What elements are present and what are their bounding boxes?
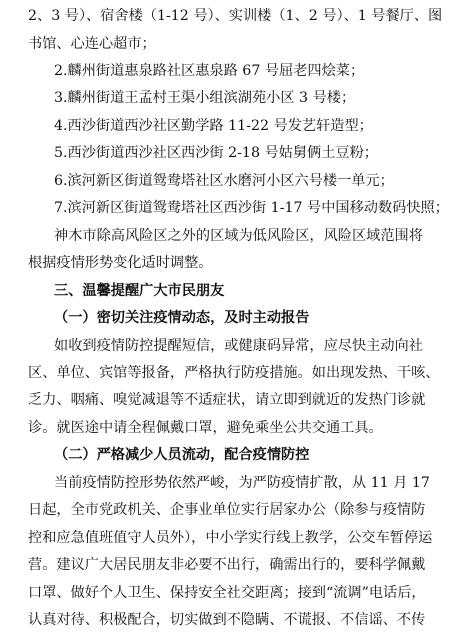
paragraph-2-line-5: 口罩、做好个人卫生、保持安全社交距离；接到“流调”电话后， <box>28 584 426 601</box>
text-line-2: 书馆、心连心超市； <box>28 35 156 52</box>
paragraph-1-line-3: 乏力、咽痛、嗅觉减退等不适症状，请立即到就近的发热门诊就 <box>28 392 426 409</box>
list-item-5: 5.西沙街道西沙社区西沙街 2-18 号姑舅俩土豆粉； <box>54 145 378 162</box>
paragraph-risk-line-2: 根据疫情形势变化适时调整。 <box>28 255 213 272</box>
paragraph-2-line-1: 当前疫情防控形势依然严峻，为严防疫情扩散，从 11 月 17 <box>54 474 430 491</box>
list-item-4: 4.西沙街道西沙社区勤学路 11-22 号发艺轩造型； <box>54 117 373 134</box>
list-item-2: 2.麟州街道惠泉路社区惠泉路 67 号屈老四烩菜； <box>54 62 365 79</box>
paragraph-2-line-4: 营。建议广大居民朋友非必要不出行，确需出行的，要科学佩戴 <box>28 557 426 574</box>
paragraph-1-line-2: 区、单位、宾馆等报备，严格执行防疫措施。如出现发热、干咳、 <box>28 364 440 381</box>
paragraph-1-line-4: 诊。就医途中请全程佩戴口罩，避免乘坐公共交通工具。 <box>28 419 383 436</box>
paragraph-1-line-1: 如收到疫情防控提醒短信，或健康码异常，应尽快主动向社 <box>54 337 423 354</box>
paragraph-2-line-2: 日起，全市党政机关、企事业单位实行居家办公（除参与疫情防 <box>28 502 426 519</box>
text-line-1: 2、3 号）、宿舍楼（1-12 号）、实训楼（1、2 号）、1 号餐厅、图 <box>28 8 443 24</box>
paragraph-2-line-3: 控和应急值班值守人员外），中小学实行线上教学，公交车暂停运 <box>28 529 433 546</box>
paragraph-2-line-6: 认真对待、积极配合，切实做到不隐瞒、不谎报、不信谣、不传 <box>28 612 426 628</box>
list-item-3: 3.麟州街道王孟村王渠小组滨湖苑小区 3 号楼； <box>54 90 356 107</box>
subsection-heading-2: （二）严格减少人员流动，配合疫情防控 <box>54 447 310 464</box>
paragraph-risk-line-1: 神木市除高风险区之外的区域为低风险区，风险区域范围将 <box>54 227 423 244</box>
list-item-7: 7.滨河新区街道鸳鸯塔社区西沙街 1-17 号中国移动数码快照； <box>54 200 449 217</box>
list-item-6: 6.滨河新区街道鸳鸯塔社区水磨河小区六号楼一单元； <box>54 172 394 189</box>
subsection-heading-1: （一）密切关注疫情动态，及时主动报告 <box>54 310 310 326</box>
section-heading-3: 三、温馨提醒广大市民朋友 <box>54 282 225 299</box>
